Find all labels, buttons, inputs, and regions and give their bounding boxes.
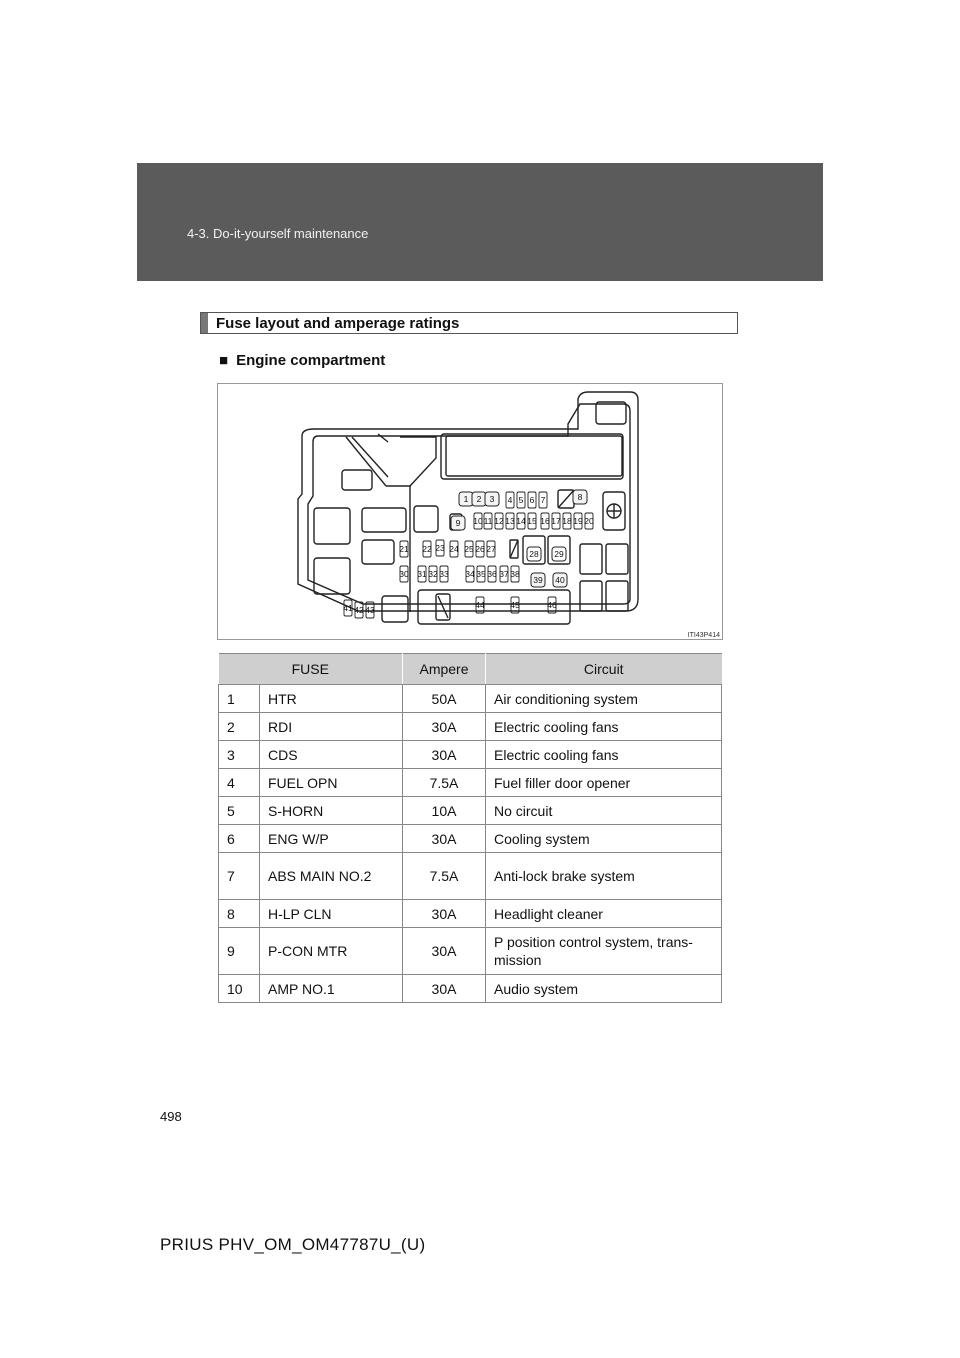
fuse-number-label: 15 [527,516,537,526]
fuse-number-label: 18 [562,516,572,526]
fuse-slot-26 [475,541,485,557]
fuse-slot-41 [343,600,353,616]
fuse-slot-14 [516,513,526,529]
table-row [219,853,722,900]
ampere-cell: 30A [403,928,486,975]
page-header-band [137,163,823,281]
fuse-number-label: 43 [365,605,375,615]
circuit-cell: P position control system, trans-mission [486,928,722,975]
fuse-number-cell: 7 [219,853,260,900]
fuse-number-label: 32 [428,569,438,579]
circuit-cell: Headlight cleaner [486,900,722,928]
fuse-number-label: 1 [463,494,469,504]
fuse-number-label: 20 [584,516,594,526]
fuse-slot-39 [531,573,545,587]
fuse-number-label: 12 [494,516,504,526]
fuse-number-label: 14 [516,516,526,526]
fuse-number-cell: 8 [219,900,260,928]
fuse-slot-33 [439,566,449,582]
fuse-name-cell: HTR [260,685,403,713]
ampere-cell: 30A [403,713,486,741]
page-number: 498 [160,1109,182,1124]
fuse-slot-20 [584,513,594,529]
fuse-number-cell: 1 [219,685,260,713]
fuse-number-label: 25 [464,544,474,554]
fuse-number-label: 10 [473,516,483,526]
ampere-cell: 30A [403,741,486,769]
fuse-number-label: 36 [487,569,497,579]
section-heading-box [200,312,738,334]
fuse-number-cell: 5 [219,797,260,825]
fuse-number-cell: 10 [219,975,260,1003]
header-section-title: 4-3. Do-it-yourself maintenance [187,226,369,241]
table-row [219,713,722,741]
fuse-slot-6 [528,492,536,508]
fuse-slot-29 [552,547,566,561]
fuse-number-label: 9 [455,518,461,528]
fuse-slot-32 [428,566,438,582]
fuse-slot-36 [487,566,497,582]
fuse-number-label: 35 [476,569,486,579]
ampere-cell: 50A [403,685,486,713]
column-header-fuse: FUSE [219,654,403,685]
fuse-name-cell: RDI [260,713,403,741]
fuse-slot-2 [472,492,486,506]
fuse-slot-21 [399,541,409,557]
table-row [219,769,722,797]
fuse-number-label: 33 [439,569,449,579]
fuse-slot-42 [354,602,364,618]
fuse-number-label: 22 [422,544,432,554]
fuse-number-label: 5 [518,495,524,505]
fuse-slot-34 [465,566,475,582]
fuse-number-label: 16 [540,516,550,526]
fuse-table [218,653,722,1003]
fuse-number-label: 26 [475,544,485,554]
fuse-number-label: 6 [529,495,535,505]
fuse-number-label: 11 [483,516,493,526]
section-title: Fuse layout and amperage ratings [216,315,460,332]
fuse-number-cell: 4 [219,769,260,797]
table-row [219,900,722,928]
fuse-number-label: 42 [354,605,364,615]
table-row [219,741,722,769]
fuse-number-label: 17 [551,516,561,526]
fuse-slot-9 [451,516,465,530]
ampere-cell: 7.5A [403,769,486,797]
table-row [219,928,722,975]
fuse-number-label: 19 [573,516,583,526]
fuse-number-label: 2 [476,494,482,504]
fuse-slot-37 [499,566,509,582]
fuse-slot-1 [459,492,473,506]
circuit-cell: Air conditioning system [486,685,722,713]
circuit-cell: Electric cooling fans [486,741,722,769]
fuse-number-label: 8 [577,492,583,502]
fuse-number-label: 46 [547,600,557,610]
fuse-slot-28 [527,547,541,561]
fuse-name-cell: H-LP CLN [260,900,403,928]
fuse-number-label: 28 [529,549,539,559]
fuse-slot-8 [573,490,587,504]
fuse-slot-16 [540,513,550,529]
fuse-number-label: 21 [399,544,409,554]
subheading-text: Engine compartment [236,352,386,369]
column-header-circuit: Circuit [486,654,722,685]
table-row [219,975,722,1003]
fuse-name-cell: ENG W/P [260,825,403,853]
bullet-square-icon: ■ [219,352,229,369]
circuit-cell: Fuel filler door opener [486,769,722,797]
fuse-name-cell: FUEL OPN [260,769,403,797]
fuse-number-cell: 3 [219,741,260,769]
circuit-cell: Cooling system [486,825,722,853]
fuse-number-label: 39 [533,575,543,585]
table-row [219,825,722,853]
fuse-slot-17 [551,513,561,529]
fuse-slot-13 [505,513,515,529]
fuse-slot-43 [365,602,375,618]
fuse-name-cell: CDS [260,741,403,769]
fuse-number-label: 31 [417,569,427,579]
ampere-cell: 30A [403,900,486,928]
fuse-slot-31 [417,566,427,582]
fuse-slot-23 [435,540,445,556]
fuse-name-cell: P-CON MTR [260,928,403,975]
table-row [219,685,722,713]
footer-document-code: PRIUS PHV_OM_OM47787U_(U) [160,1235,426,1254]
fuse-number-label: 37 [499,569,509,579]
fuse-slot-10 [473,513,483,529]
fuse-number-label: 3 [489,494,495,504]
fuse-number-label: 23 [435,543,445,553]
table-row [219,797,722,825]
fuse-slot-38 [510,566,520,582]
fuse-name-cell: ABS MAIN NO.2 [260,853,403,900]
fuse-number-label: 40 [555,575,565,585]
fuse-number-label: 27 [486,544,496,554]
circuit-cell: No circuit [486,797,722,825]
fuse-slot-4 [506,492,514,508]
fuse-slot-24 [449,541,459,557]
ampere-cell: 7.5A [403,853,486,900]
fuse-box-diagram [217,383,723,640]
section-heading-bar [201,313,208,333]
fuse-number-label: 7 [540,495,546,505]
ampere-cell: 30A [403,825,486,853]
circuit-cell: Anti-lock brake system [486,853,722,900]
circuit-cell: Audio system [486,975,722,1003]
fuse-slot-40 [553,573,567,587]
fuse-number-cell: 9 [219,928,260,975]
fuse-number-label: 30 [399,569,409,579]
fuse-number-label: 41 [343,603,353,613]
fuse-number-cell: 2 [219,713,260,741]
fuse-box-illustration [218,384,724,641]
fuse-number-label: 34 [465,569,475,579]
fuse-number-cell: 6 [219,825,260,853]
subheading [219,352,385,369]
fuse-number-label: 38 [510,569,520,579]
column-header-ampere: Ampere [403,654,486,685]
ampere-cell: 10A [403,797,486,825]
fuse-slot-3 [485,492,499,506]
fuse-slot-18 [562,513,572,529]
fuse-slot-27 [486,541,496,557]
fuse-number-label: 13 [505,516,515,526]
fuse-number-label: 44 [475,600,485,610]
fuse-slot-19 [573,513,583,529]
fuse-slot-5 [517,492,525,508]
diagram-code-label: ITI43P414 [687,632,720,639]
fuse-slot-30 [399,566,409,582]
fuse-slot-7 [539,492,547,508]
fuse-number-label: 45 [510,600,520,610]
fuse-number-label: 4 [507,495,513,505]
ampere-cell: 30A [403,975,486,1003]
circuit-cell: Electric cooling fans [486,713,722,741]
fuse-number-label: 29 [554,549,564,559]
fuse-slot-22 [422,541,432,557]
fuse-slot-15 [527,513,537,529]
fuse-name-cell: AMP NO.1 [260,975,403,1003]
fuse-slot-12 [494,513,504,529]
fuse-slot-35 [476,566,486,582]
fuse-number-label: 24 [449,544,459,554]
table-header-row [219,654,722,685]
fuse-slot-11 [484,513,493,529]
fuse-name-cell: S-HORN [260,797,403,825]
fuse-slot-25 [464,541,474,557]
